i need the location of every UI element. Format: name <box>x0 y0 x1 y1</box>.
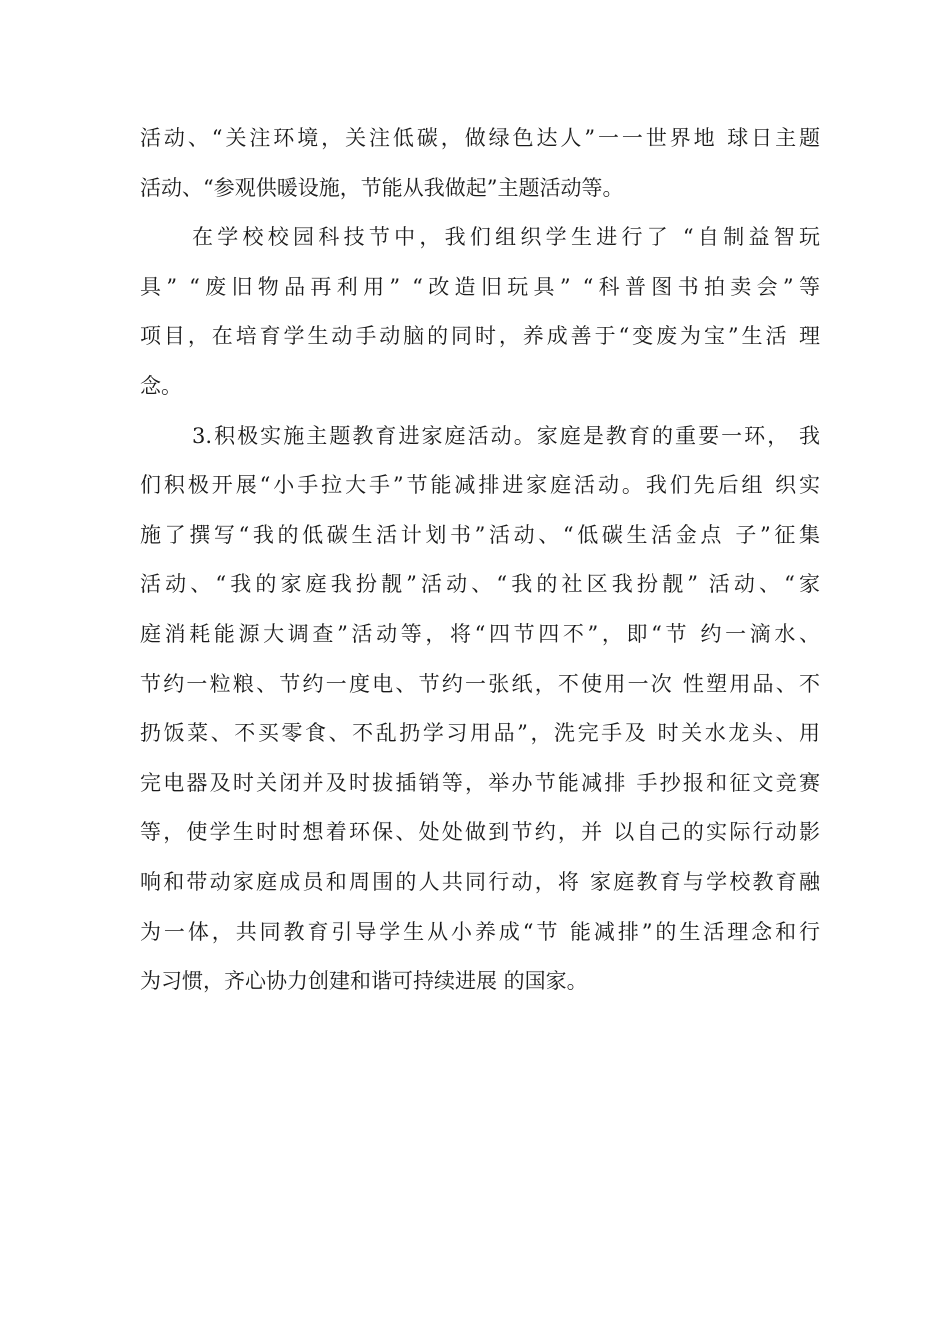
text-line: 施了撰写“我的低碳生活计划书”活动、“低碳生活金点 子”征集 <box>140 522 820 547</box>
text-line: 响和带动家庭成员和周围的人共同行动，将 家庭教育与学校教育融 <box>140 869 820 894</box>
text-line: 具” “废旧物品再利用” “改造旧玩具” “科普图书拍卖会”等 <box>140 274 820 299</box>
text-line: 们积极开展“小手拉大手”节能减排进家庭活动。我们先后组 织实 <box>140 473 820 498</box>
text-line: 活动、“参观供暖设施，节能从我做起”主题活动等。 <box>140 175 624 200</box>
text-line: 节约一粒粮、节约一度电、节约一张纸，不使用一次 性塑用品、不 <box>140 671 820 696</box>
text-line: 等，使学生时时想着环保、处处做到节约，并 以自己的实际行动影 <box>140 820 820 845</box>
text-line: 庭消耗能源大调查”活动等，将“四节四不”，即“节 约一滴水、 <box>140 621 820 646</box>
text-line: 活动、“关注环境，关注低碳，做绿色达人”一一世界地 球日主题 <box>140 126 820 150</box>
text-line: 3.积极实施主题教育进家庭活动。家庭是教育的重要一环， 我 <box>192 423 820 448</box>
text-line: 为习惯，齐心协力创建和谐可持续进展 的国家。 <box>140 969 588 994</box>
text-line: 扔饭菜、不买零食、不乱扔学习用品”，洗完手及 时关水龙头、用 <box>140 721 820 746</box>
text-line: 完电器及时关闭并及时拔插销等，举办节能减排 手抄报和征文竞赛 <box>140 770 820 795</box>
text-line: 念。 <box>140 373 182 398</box>
text-line: 在学校校园科技节中，我们组织学生进行了 “自制益智玩 <box>192 225 820 250</box>
text-line: 活动、“我的家庭我扮靓”活动、“我的社区我扮靓” 活动、“家 <box>140 572 820 597</box>
text-line: 为一体，共同教育引导学生从小养成“节 能减排”的生活理念和行 <box>140 919 820 944</box>
text-line: 项目，在培育学生动手动脑的同时，养成善于“变废为宝”生活 理 <box>140 324 820 349</box>
body-text <box>140 114 820 1007</box>
